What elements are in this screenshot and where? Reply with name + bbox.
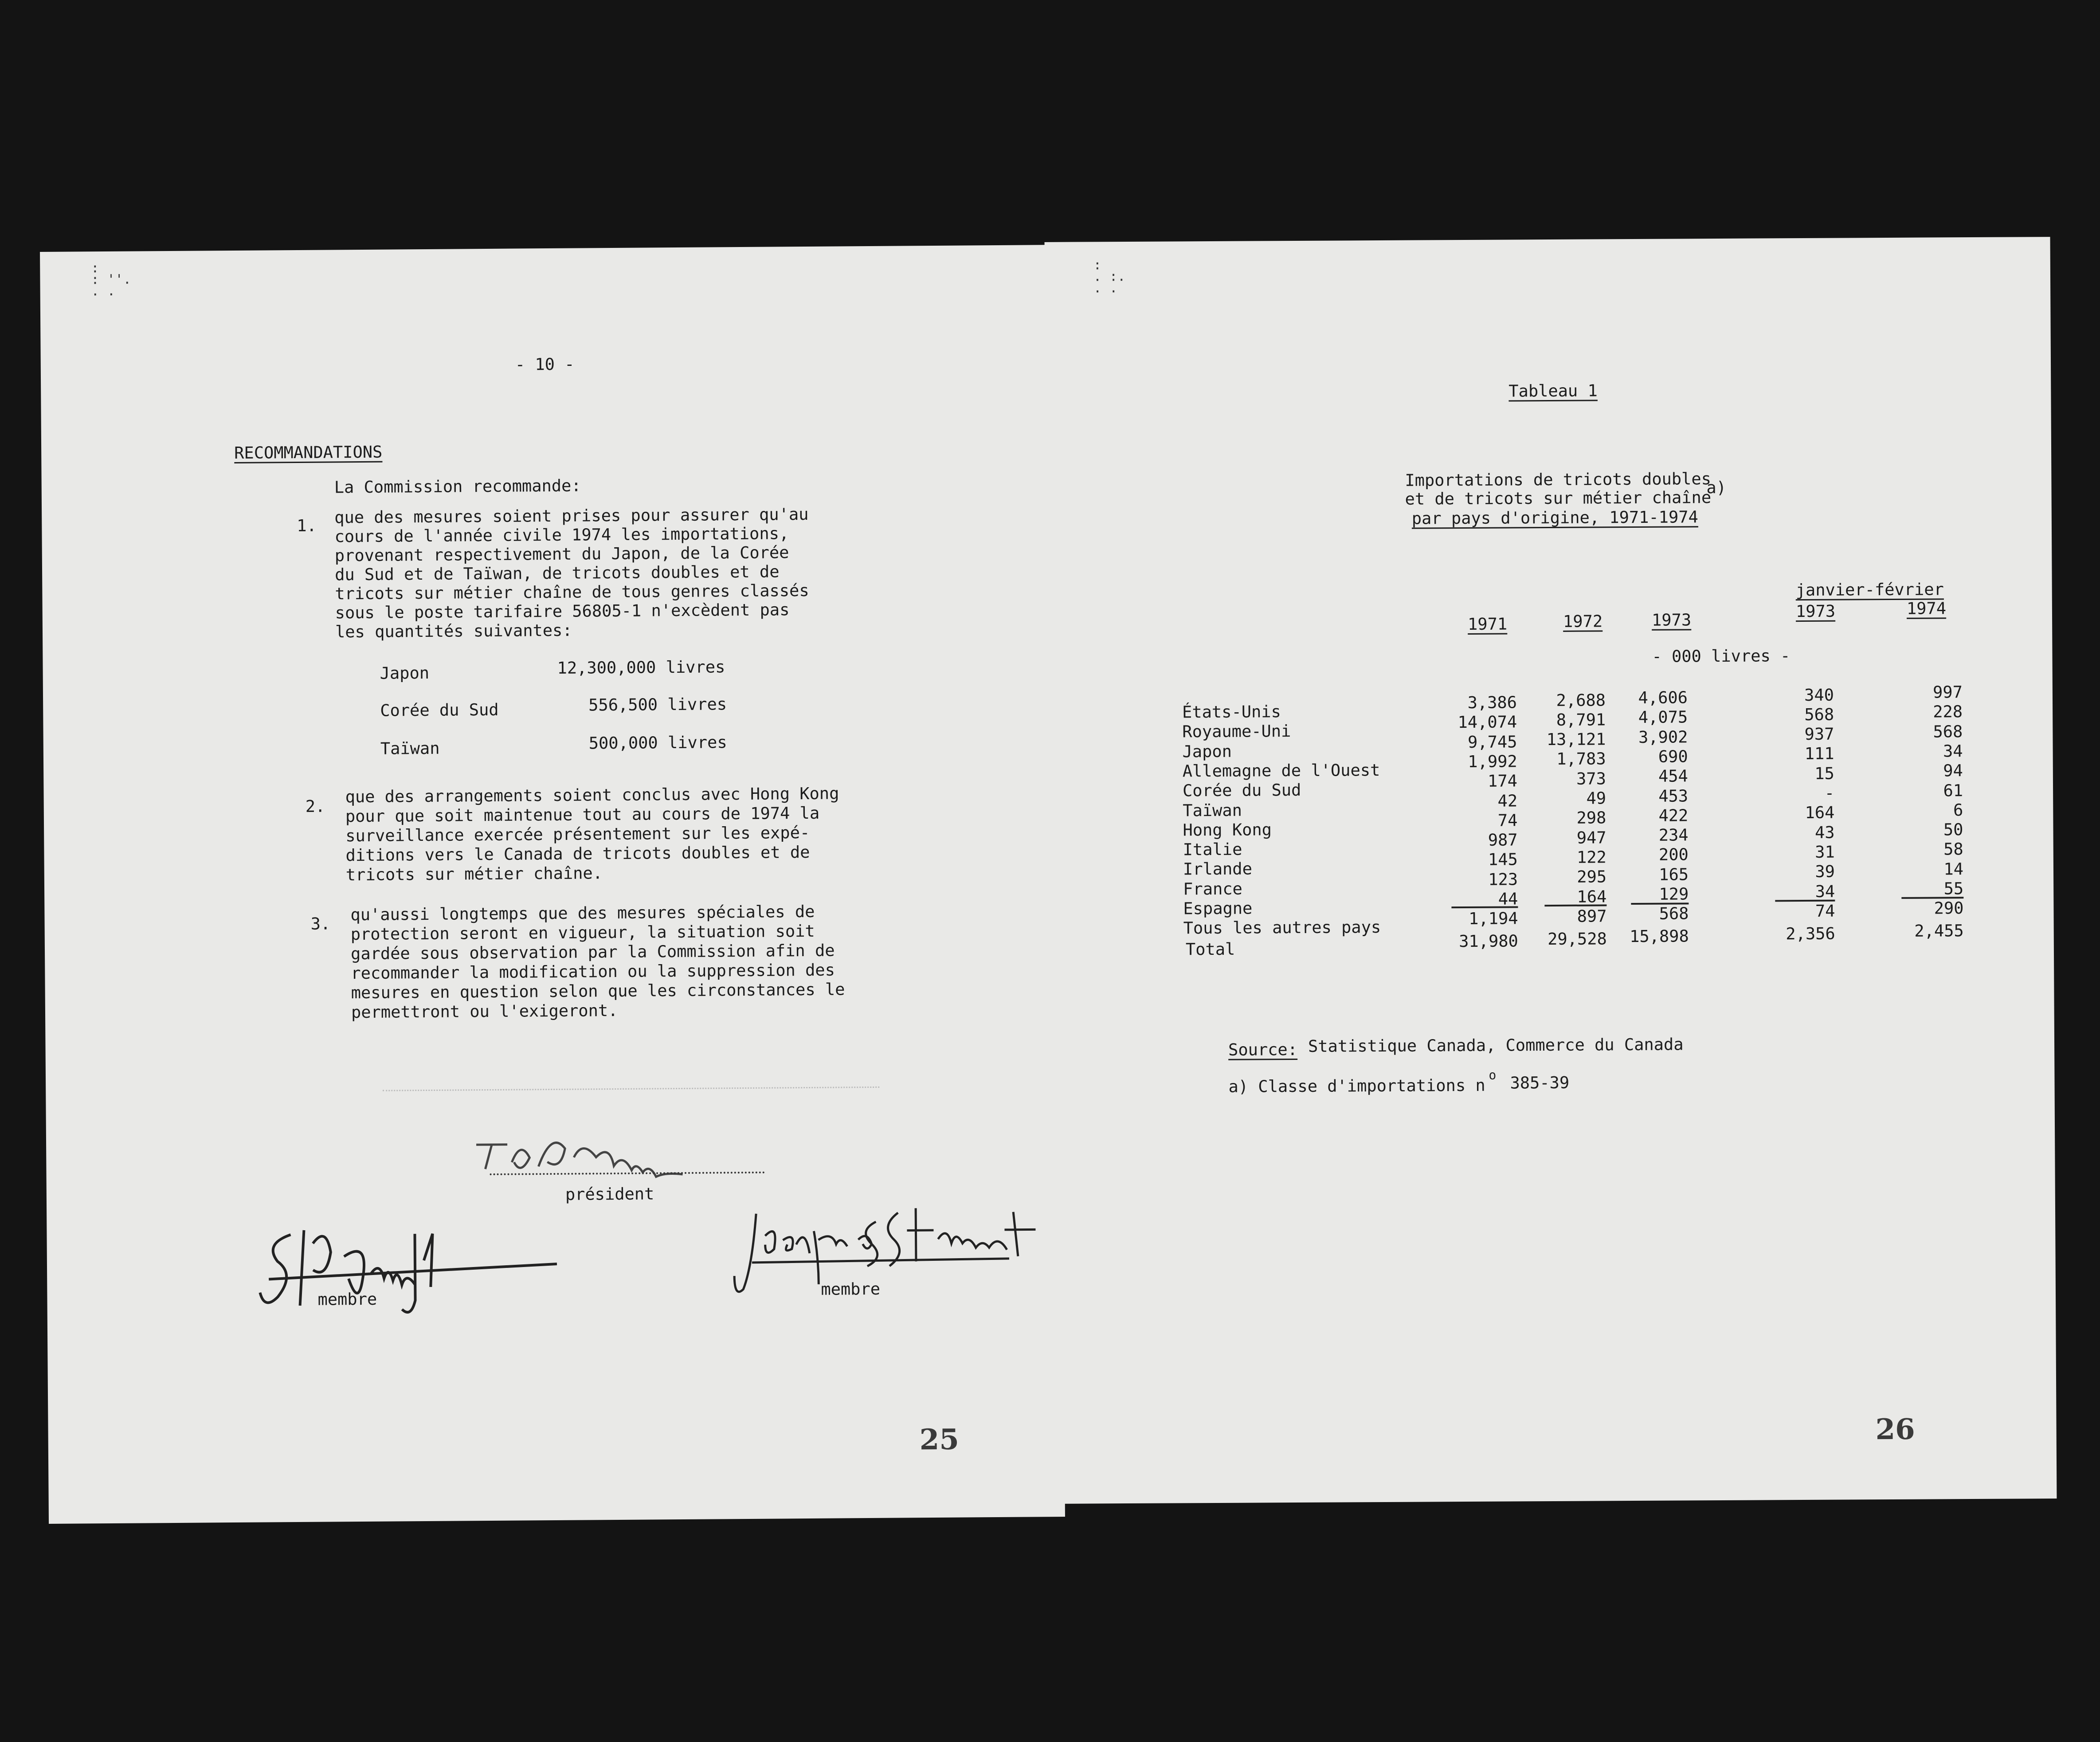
item-line: que des mesures soient prises pour assurer qu'au [334,504,809,527]
table-cell: 58 [1943,840,1963,859]
row-country: Allemagne de l'Ouest [1182,760,1380,781]
total-cell: 31,980 [1459,931,1518,951]
table-cell: 997 [1932,683,1963,702]
table-cell: 234 [1658,825,1689,845]
item-line: surveillance exercée présentement sur les expé- [345,823,810,846]
table-cell: 94 [1943,761,1963,781]
sum-rule [1901,897,1963,899]
table-cell: 987 [1488,830,1518,850]
row-country: Espagne [1183,898,1253,918]
table-cell: 164 [1577,887,1607,906]
unit-label: - 000 livres - [1652,646,1790,666]
table-subtitle: et de tricots sur métier chaîne [1405,488,1712,509]
table-cell: 44 [1498,889,1518,909]
sum-rule [1451,906,1518,908]
table-cell: 8,791 [1556,710,1606,730]
row-country: Royaume-Uni [1182,722,1291,742]
table-cell: 228 [1933,702,1963,722]
page-number: - 10 - [515,354,575,374]
table-cell: 3,902 [1638,727,1688,747]
table-cell: 145 [1488,850,1518,870]
table-cell: 122 [1576,847,1606,867]
item-line: sous le poste tarifaire 56805-1 n'excèdent pas [335,600,790,623]
right-page [1045,237,2057,1504]
quota-country: Corée du Sud [380,700,499,720]
row-country: Irlande [1183,859,1253,879]
table-cell: 61 [1943,781,1963,800]
section-heading: RECOMMANDATIONS [234,442,383,463]
column-header: 1974 [1906,599,1947,618]
table-cell: 454 [1658,766,1689,786]
row-country: Corée du Sud [1182,781,1301,800]
row-country: Taïwan [1183,800,1242,820]
sum-rule [1631,902,1689,905]
source-label: Source: [1228,1040,1298,1059]
table-cell: 897 [1577,906,1607,926]
table-cell: 6 [1953,800,1963,820]
item-line: gardée sous observation par la Commission afin de [350,941,835,964]
period-label: janvier-février [1795,580,1944,600]
item-line: que des arrangements soient conclus avec Hong Kong [345,784,839,807]
row-country: France [1183,879,1242,899]
item-line: pour que soit maintenue tout au cours de 1974 la [345,803,820,826]
column-header: 1973 [1795,601,1836,621]
table-cell: 200 [1658,845,1689,865]
table-cell: 49 [1586,789,1606,808]
quota-amount: 556,500 livres [588,694,727,715]
scan-specks: : . :. . . [1093,257,1126,296]
member1-signature [255,1215,575,1333]
table-title: Tableau 1 [1508,381,1598,401]
table-subtitle: par pays d'origine, 1971-1974 [1411,507,1698,528]
sum-rule [1775,900,1835,902]
quota-amount: 500,000 livres [588,733,727,753]
page-stamp-number: 25 [919,1423,960,1457]
table-cell: 174 [1488,771,1518,791]
sum-rule [1544,904,1606,906]
page-stamp-number: 26 [1875,1412,1915,1447]
table-cell: 13,121 [1546,730,1606,749]
item-line: tricots sur métier chaîne. [345,863,603,885]
table-cell: 50 [1943,820,1963,840]
column-header: 1972 [1563,612,1603,631]
row-country: Japon [1182,742,1232,761]
table-cell: 123 [1488,870,1518,889]
footnote-text: a) Classe d'importations n [1228,1075,1485,1096]
table-cell: 422 [1658,806,1689,825]
table-cell: - [1824,783,1835,803]
item-number: 2. [305,796,325,816]
table-cell: 1,783 [1556,749,1606,769]
table-cell: 2,688 [1556,690,1606,710]
table-cell: 373 [1576,769,1606,789]
table-cell: 42 [1497,791,1518,811]
table-cell: 34 [1815,882,1835,901]
item-number: 1. [297,516,317,536]
row-country: Italie [1183,840,1242,859]
table-cell: 14 [1943,859,1964,879]
total-label: Total [1185,939,1235,959]
table-cell: 937 [1804,724,1834,744]
item-line: mesures en question selon que les circonstances le [351,980,845,1003]
table-cell: 31 [1815,842,1835,862]
item-line: les quantités suivantes: [335,620,572,642]
column-header: 1971 [1467,614,1508,634]
row-country: Tous les autres pays [1183,918,1381,938]
table-cell: 290 [1934,898,1964,918]
table-cell: 453 [1658,786,1689,806]
total-cell: 15,898 [1630,926,1689,946]
table-cell: 295 [1577,867,1607,887]
total-cell: 2,356 [1786,924,1835,943]
table-cell: 4,606 [1638,688,1688,707]
footnote-degree: o [1489,1067,1497,1083]
table-cell: 164 [1805,803,1835,823]
table-subtitle: Importations de tricots doubles [1405,469,1712,490]
table-cell: 74 [1497,811,1518,830]
table-cell: 34 [1943,742,1963,761]
table-cell: 165 [1659,865,1689,884]
item-line: permettront ou l'exigeront. [351,1000,618,1022]
item-line: protection seront en vigueur, la situation soit [350,921,815,944]
separator [383,1087,879,1091]
quota-amount: 12,300,000 livres [557,657,725,678]
table-cell: 129 [1659,884,1689,904]
table-cell: 111 [1804,744,1834,764]
table-cell: 568 [1804,705,1834,724]
table-cell: 1,992 [1468,752,1517,771]
item-line: qu'aussi longtemps que des mesures spéciales de [350,902,815,925]
item-number: 3. [310,914,331,934]
table-cell: 15 [1814,764,1834,783]
table-cell: 43 [1814,823,1835,842]
column-header: 1973 [1651,610,1692,630]
quota-country: Taïwan [380,738,440,758]
left-page [40,245,1065,1524]
source-text: Statistique Canada, Commerce du Canada [1308,1035,1684,1056]
member2-label: membre [821,1279,881,1299]
table-cell: 39 [1815,862,1835,882]
table-cell: 4,075 [1638,707,1688,727]
scan-specks: : : ''. . . [91,260,131,299]
item-line: tricots sur métier chaîne de tous genres classés [335,581,809,604]
table-cell: 298 [1576,808,1606,828]
intro-text: La Commission recommande: [334,476,581,497]
row-country: États-Unis [1182,702,1281,722]
member1-label: membre [317,1289,377,1309]
table-cell: 690 [1658,747,1688,766]
table-cell: 1,194 [1469,909,1518,929]
table-cell: 3,386 [1467,693,1517,712]
table-cell: 568 [1659,904,1689,924]
table-cell: 74 [1815,901,1835,921]
item-line: cours de l'année civile 1974 les importations, [334,524,789,546]
table-cell: 9,745 [1467,732,1517,752]
table-cell: 55 [1943,879,1964,898]
president-label: président [565,1184,654,1204]
table-cell: 947 [1576,828,1606,847]
member2-signature [729,1194,1050,1311]
total-cell: 2,455 [1914,921,1964,941]
table-cell: 14,074 [1457,712,1517,732]
table-cell: 340 [1804,685,1834,705]
quota-country: Japon [380,663,430,683]
footnote-code: 385-39 [1510,1073,1570,1093]
table-cell: 568 [1933,722,1963,742]
item-line: recommander la modification ou la suppression des [351,960,835,983]
row-country: Hong Kong [1183,820,1272,840]
footnote-marker: a) [1706,478,1727,498]
item-line: provenant respectivement du Japon, de la Corée [334,543,789,565]
item-line: ditions vers le Canada de tricots doubles et de [345,842,810,865]
total-cell: 29,528 [1548,929,1607,949]
item-line: du Sud et de Taïwan, de tricots doubles et de [334,562,780,585]
